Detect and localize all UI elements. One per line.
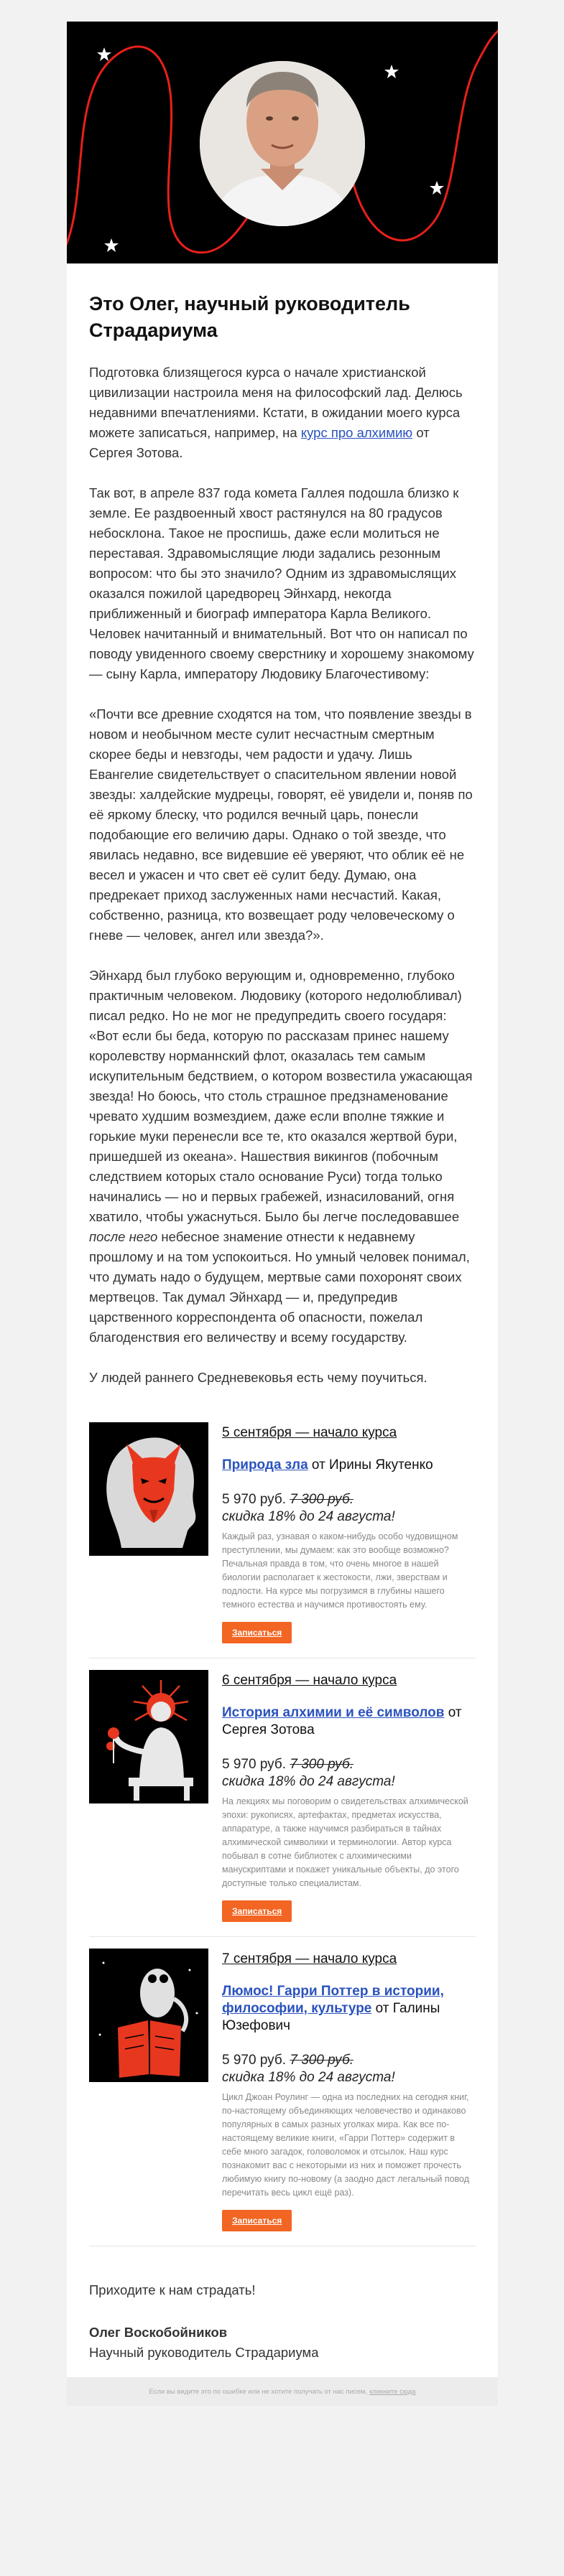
course-image[interactable] xyxy=(89,1670,208,1803)
paragraph-text: Эйнхард был глубоко верующим и, одновременно, глубоко практичным человеком. Людовику (которого недолюбливал) писал редко. Но не мог не предупредить своего государя: «Вот если бы беда, которую по рассказам принес нашему королевству норманнский флот, оказалась тем самым искупительным бедствием, о котором возвестила ужасающая звезда! Но боюсь, что столь страшное предзнаменование чревато худшим возмездием, даже если вполне тяжкие и горькие муки перенесли все те, кто оказался жертвой бури, пришедшей из океана». Нашествия викингов (побочным следствием которых стало основание Руси) тогда только начинались — но и первых грабежей, изнасилований, огня хватило, чтобы ужаснуться. Было бы легче последовавшее xyxy=(89,968,473,1224)
course-price: 5 970 руб. xyxy=(222,1492,287,1507)
course-price-line xyxy=(222,1756,476,1773)
course-title-line xyxy=(222,1457,476,1474)
devil-head-icon xyxy=(89,1422,208,1556)
course-card xyxy=(89,1937,476,2246)
course-title-line xyxy=(222,1704,476,1739)
course-old-price: 7 300 руб. xyxy=(290,1492,353,1507)
hero-illustration xyxy=(67,22,498,263)
paragraph-text: Подготовка близящегося курса о начале христианской цивилизации настроила меня на философский лад. Делюсь недавними впечатлениями. Кстати, в ожидании моего курса можете записаться, например, на xyxy=(89,365,463,440)
unsubscribe-link[interactable]: кликните сюда xyxy=(369,2387,416,2396)
enroll-button[interactable]: Записаться xyxy=(222,2210,292,2231)
paragraph-italic: после него xyxy=(89,1229,158,1244)
owl-book-icon xyxy=(89,1949,208,2082)
paragraph-text: небесное знамение отнести к недавнему прошлому и на том успокоиться. Но умный человек понимал, что думать надо о будущем, мертвые сами похоронят своих мертвецов. Так думал Эйнхард — и, предупредив царственного корреспондента об опасности, пожелал благоденствия его величеству и всему государству. xyxy=(89,1229,470,1345)
course-info xyxy=(222,1670,476,1922)
course-discount: скидка 18% до 24 августа! xyxy=(222,1509,395,1524)
course-author: от Ирины Якутенко xyxy=(311,1457,433,1473)
course-date[interactable]: 5 сентября — начало курса xyxy=(222,1425,397,1440)
paragraph-comet: Так вот, в апреле 837 года комета Галлея подошла близко к земле. Ее раздвоенный хвост растянулся на 80 градусов небосклона. Такое не проспишь, даже если молиться не переставая. Здравомыслящие люди задались резонным вопросом: что бы это значило? Одним из здравомыслящих оказался пожилой царедворец Эйнхард, некогда приближенный и биограф императора Карла Великого. Человек начитанный и внимательный. Вот что он написал по поводу увиденного своему сверстнику и хорошему знакомому — сыну Карла, императору Людовику Благочестивому: xyxy=(89,485,474,681)
enroll-button[interactable]: Записаться xyxy=(222,1900,292,1922)
paragraph-quote: «Почти все древние сходятся на том, что появление звезды в новом и необычном месте сулит несчастным смертным скорее беды и невзгоды, чем радости и удачу. Лишь Евангелие свидетельствует о спасительном явлении новой звезды: халдейские мудрецы, говорят, её увидели и, поняв по её яркому блеску, что родился вечный царь, понесли подобающие его величию дары. Однако о той звезде, что явилась недавно, все видевшие её уверяют, что облик её не весел и ужасен и что свет её сулит беду. Думаю, она предрекает приход заслуженных нами несчастий. Какая, собственно, разница, кто возвещает роду человеческому о гневе — человек, ангел или звезда?». xyxy=(89,706,473,943)
course-description: Цикл Джоан Роулинг — одна из последних на сегодня книг, по-настоящему объединяющих человечество и одинаково популярных в самых разных уголках мира. Как все по-настоящему великие книги, «Гарри Поттер» содержит в себе много загадок, головоломок и отсылок. Наш курс познакомит вас с некоторыми из них и поможет прочесть любимую книгу по-новому (а заодно даст легальный повод перечитать весь цикл ещё раз). xyxy=(222,2092,470,2198)
course-author: от Сергея Зотова xyxy=(222,1705,462,1737)
footer-text: Если вы видите это по ошибке или не хотите получать от нас писем, xyxy=(149,2387,368,2396)
course-title-link[interactable]: Люмос! Гарри Поттер в истории, философии, культуре xyxy=(222,1984,444,2016)
hero-banner xyxy=(67,22,498,263)
paragraph-einhard xyxy=(89,966,476,1348)
course-image[interactable] xyxy=(89,1422,208,1556)
email-content xyxy=(67,263,498,2363)
enroll-button[interactable]: Записаться xyxy=(222,1622,292,1643)
course-old-price: 7 300 руб. xyxy=(290,2053,353,2068)
course-info xyxy=(222,1422,476,1643)
course-discount: скидка 18% до 24 августа! xyxy=(222,2070,395,2085)
course-description: На лекциях мы поговорим о свидетельствах алхимической эпохи: рукописях, артефактах, предметах искусства, аппаратуре, а также научимся разбираться в тайнах алхимической символики и терминологии. Автор курса побывал в сотне библиотек с алхимическими манускриптами и покажет уникальные объекты, до этого доступные только специалистам. xyxy=(222,1796,468,1888)
course-title-line xyxy=(222,1983,476,2035)
course-image[interactable] xyxy=(89,1949,208,2082)
course-old-price: 7 300 руб. xyxy=(290,1757,353,1772)
course-price-line xyxy=(222,2052,476,2069)
paragraph-intro xyxy=(89,363,476,463)
course-title-link[interactable]: Природа зла xyxy=(222,1457,308,1473)
paragraph-conclusion: У людей раннего Средневековья есть чему поучиться. xyxy=(89,1370,427,1385)
course-link-alchemy[interactable]: курс про алхимию xyxy=(300,425,413,440)
course-discount: скидка 18% до 24 августа! xyxy=(222,1774,395,1789)
course-author: от Галины Юзефович xyxy=(222,2001,440,2033)
course-price: 5 970 руб. xyxy=(222,1757,287,1772)
footer xyxy=(67,2377,498,2406)
signature-role: Научный руководитель Страдариума xyxy=(89,2345,319,2360)
alchemist-icon xyxy=(89,1670,208,1803)
email-container xyxy=(67,22,498,2406)
course-price: 5 970 руб. xyxy=(222,2053,287,2068)
course-price-line xyxy=(222,1491,476,1508)
course-title-link[interactable]: История алхимии и её символов xyxy=(222,1705,445,1720)
signature-name: Олег Воскобойников xyxy=(89,2325,228,2340)
page-title: Это Олег, научный руководитель Страдариума xyxy=(89,293,410,341)
course-date[interactable]: 7 сентября — начало курса xyxy=(222,1951,397,1966)
course-date[interactable]: 6 сентября — начало курса xyxy=(222,1673,397,1688)
course-card xyxy=(89,1658,476,1937)
closing-text: Приходите к нам страдать! xyxy=(89,2282,256,2297)
course-card xyxy=(89,1411,476,1658)
course-info xyxy=(222,1949,476,2231)
paragraph-text: от Сергея Зотова. xyxy=(89,425,430,460)
course-description: Каждый раз, узнавая о каком-нибудь особо чудовищном преступлении, мы думаем: как это вообще возможно? Печальная правда в том, что очень многое в нашей биологии располагает к жестокости, лжи, зверствам и подлости. На курсе мы погрузимся в глубины нашего темного естества и научимся противостоять ему. xyxy=(222,1531,458,1610)
